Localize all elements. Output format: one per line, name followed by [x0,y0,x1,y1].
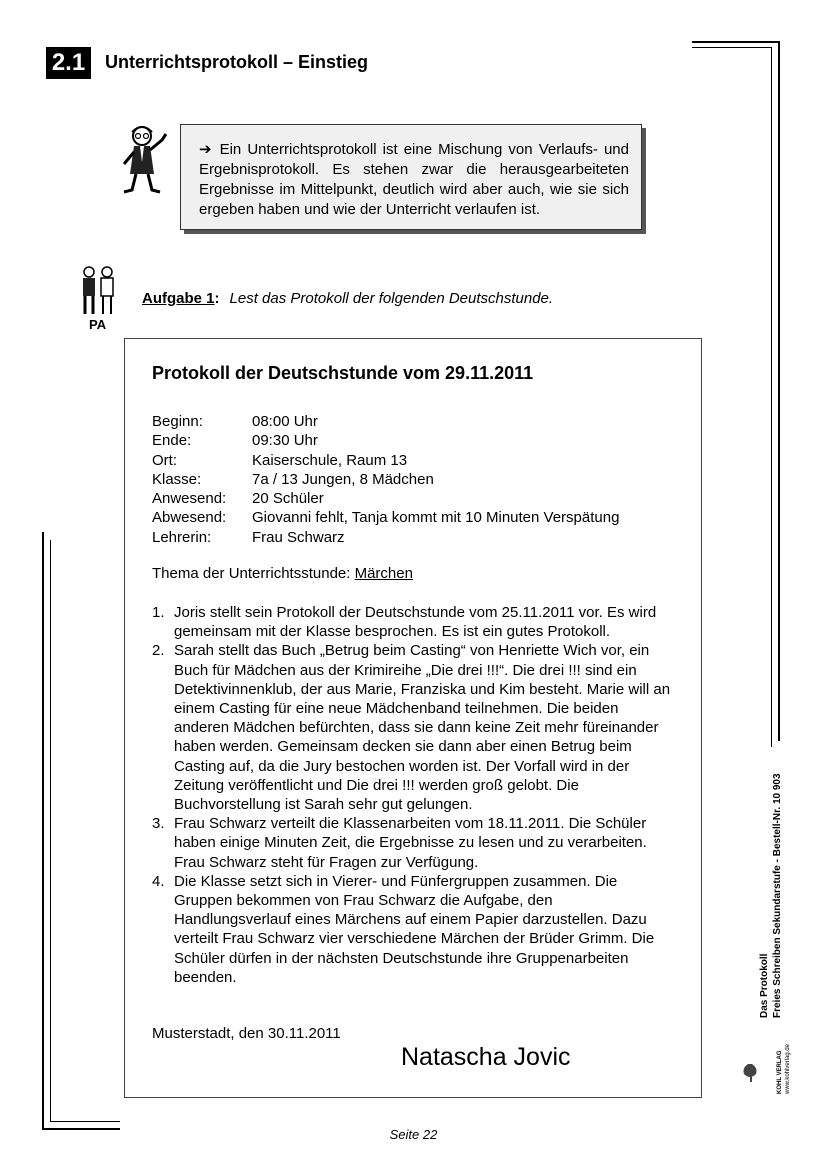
protocol-meta [152,412,619,547]
meta-row [152,412,619,431]
protocol-theme [152,565,413,582]
protocol-document [124,338,702,1098]
section-title: Unterrichtsprotokoll – Einstieg [105,52,369,72]
meta-key: Beginn: [152,413,203,430]
publisher-logo-icon [740,1020,770,1090]
publisher-url: www.kohlverlag.de [785,1043,791,1094]
info-text: Ein Unterrichtsprotokoll ist eine Mischung von Verlaufs- und Ergebnisprotokoll. Es stehen zwar die herausgearbeiteten Ergebnisse im Mittelpunkt, deutlich wird aber auch, wie sie sich ergeben haben und wie der Unterricht verlaufen ist. [199,141,629,218]
list-item [152,872,672,987]
item-number: 4. [152,872,165,890]
frame-line [692,41,780,43]
sidebar-title [758,773,784,1018]
task-text: Lest das Protokoll der folgenden Deutschstunde. [229,290,554,307]
frame-line [778,41,780,741]
meta-key: Lehrerin: [152,528,212,546]
meta-value: 7a / 13 Jungen, 8 Mädchen [252,470,434,488]
list-item [152,603,672,641]
frame-line [771,47,772,747]
item-number: 3. [152,815,165,833]
teacher-figure-icon [118,124,174,196]
frame-line [692,47,772,48]
publisher-info [776,1044,792,1094]
meta-row [152,451,619,470]
frame-line [50,1121,120,1122]
protocol-items [152,603,672,987]
list-item [152,641,672,814]
task-colon: : [214,290,220,307]
list-item [152,814,672,872]
item-text: Joris stellt sein Protokoll der Deutschstunde vom 25.11.2011 vor. Es wird gemeinsam mit der Klasse besprochen. Es ist ein gutes Protokoll. [174,604,657,641]
pa-badge: PA [89,317,107,332]
frame-line [50,540,51,1122]
item-text: Frau Schwarz verteilt die Klassenarbeiten vom 18.11.2011. Die Schüler haben einige Minuten Zeit, die Ergebnisse zu lesen und zu verarbeiten. Frau Schwarz steht für Fragen zur Verfügung. [174,815,647,871]
pair-work-icon [78,266,118,318]
sidebar-line1: Das Protokoll [759,953,770,1018]
publisher-name: KOHL VERLAG [777,1050,783,1094]
meta-value: 09:30 Uhr [252,432,318,450]
meta-value: 20 Schüler [252,490,324,508]
meta-row [152,431,619,450]
page-number: Seite 22 [389,1127,438,1142]
meta-value: Frau Schwarz [252,528,345,546]
item-number: 1. [152,604,165,621]
item-text: Die Klasse setzt sich in Vierer- und Fünfergruppen zusammen. Die Gruppen bekommen von Frau Schwarz die Aufgabe, den Handlungsverlauf eines Märchens auf einem Papier darzustellen. Dazu verteilt Frau Schwarz vier verschiedene Märchen der Brüder Grimm. Die Schüler dürfen in der nächsten Deutschstunde ihre Gruppenarbeiten beenden. [174,872,655,986]
signature: Natascha Jovic [401,1043,571,1071]
meta-row [152,489,619,508]
place-date: Musterstadt, den 30.11.2011 [152,1025,341,1042]
theme-value: Märchen [354,565,413,582]
section-number: 2.1 [46,47,91,79]
sidebar-line2: Freies Schreiben Sekundarstufe - Bestell-Nr. 10 903 [772,773,783,1018]
frame-line [42,532,44,1130]
meta-key: Abwesend: [152,509,227,527]
meta-row [152,508,619,527]
arrow-right-icon: ➔ [199,141,212,158]
meta-key: Anwesend: [152,490,227,508]
info-box [180,124,642,230]
meta-value: Giovanni fehlt, Tanja kommt mit 10 Minuten Verspätung [252,509,620,527]
item-number: 2. [152,642,165,660]
meta-row [152,528,619,547]
task-label: Aufgabe 1 [142,290,215,307]
meta-row [152,470,619,489]
item-text: Sarah stellt das Buch „Betrug beim Casting“ von Henriette Wich vor, ein Buch für Mädchen aus der Krimireihe „Die drei !!!“. Die drei !!! sind ein Detektivinnenklub, der aus Marie, Franziska und Kim besteht. Marie will an einem Casting für eine neue Mädchenband teilnehmen. Die beiden anderen Mädchen befürchten, dass sie dann keine Zeit mehr füreinander haben werden. Gemeinsam decken sie dann aber einen Betrug beim Casting auf, da die Jury bestochen worden ist. Der Vorfall wird in der Zeitung veröffentlicht und Die drei !!! werden groß gelobt. Die Buchvorstellung ist Sarah sehr gut gelungen. [174,642,671,814]
theme-label: Thema der Unterrichtsstunde: [152,565,355,582]
meta-key: Ende: [152,432,192,450]
task-line [142,290,553,307]
meta-key: Ort: [152,451,177,469]
meta-value: 08:00 Uhr [252,413,318,430]
protocol-title: Protokoll der Deutschstunde vom 29.11.2011 [152,363,534,383]
meta-value: Kaiserschule, Raum 13 [252,451,408,469]
meta-key: Klasse: [152,470,202,488]
